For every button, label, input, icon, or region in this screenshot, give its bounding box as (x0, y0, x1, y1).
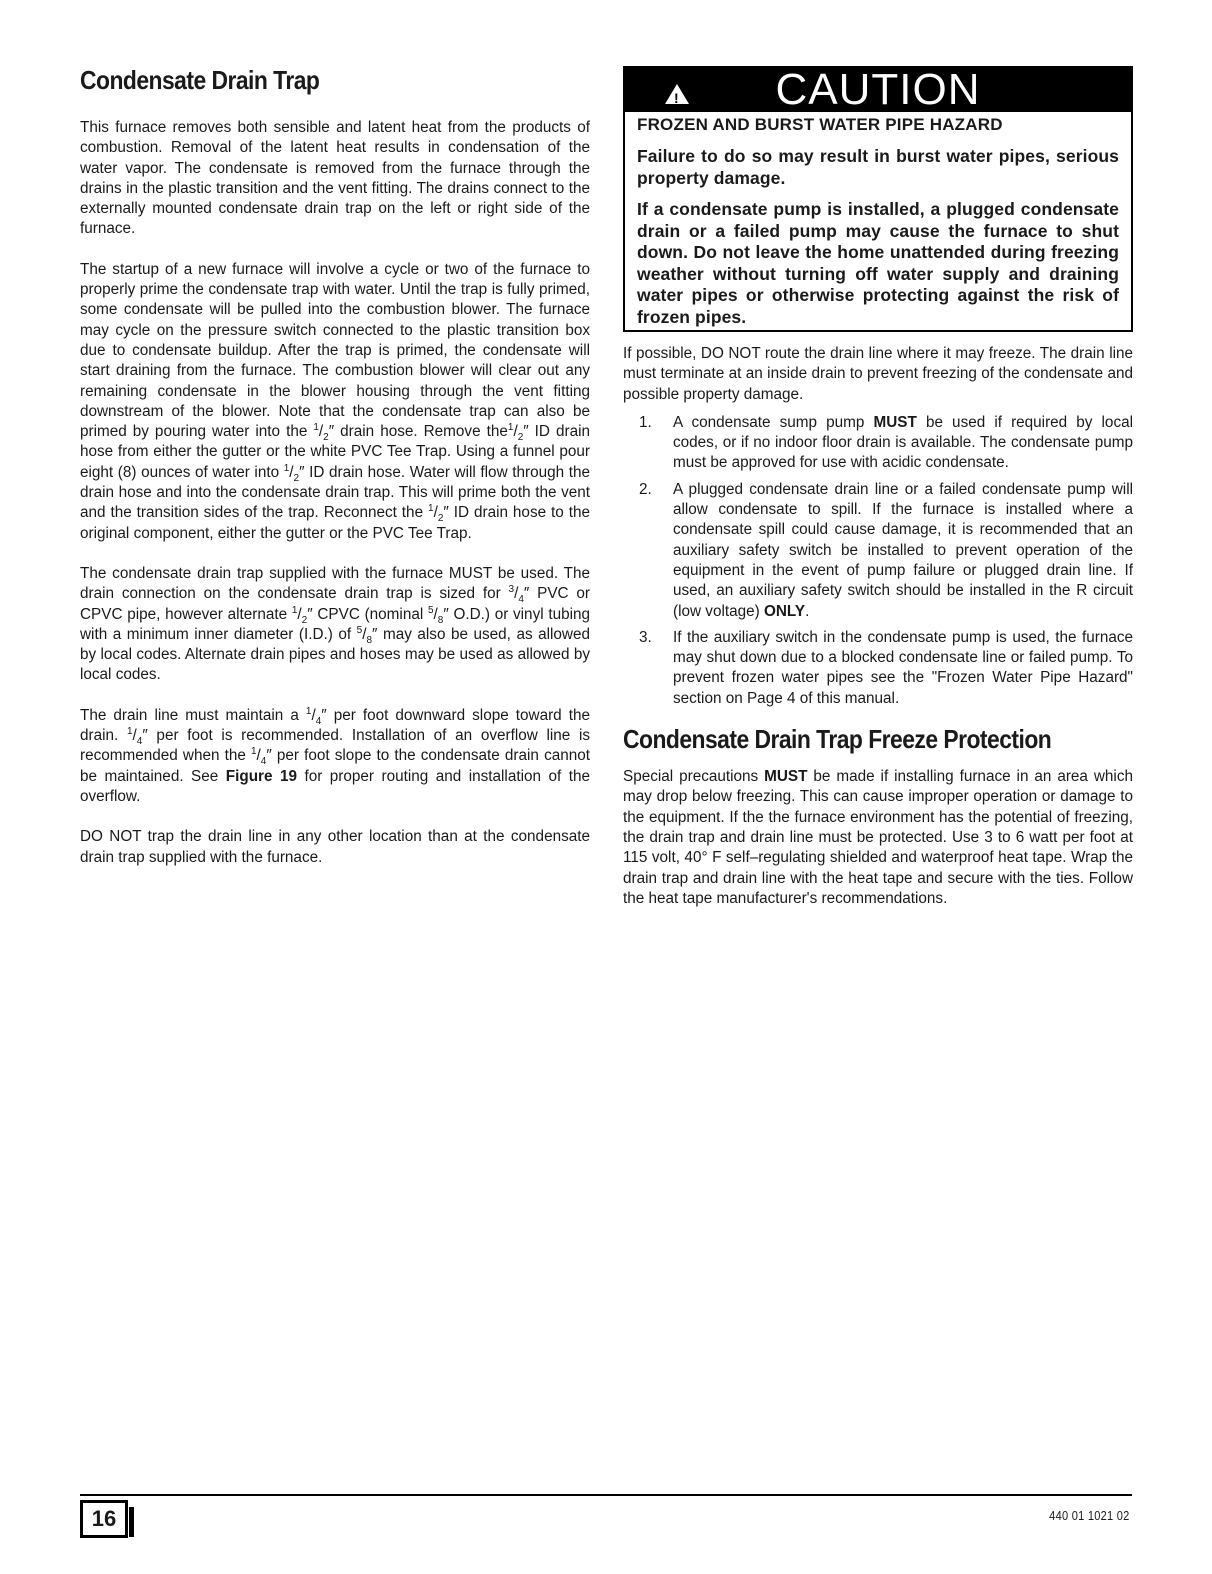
left-column (80, 62, 590, 888)
list-item: 1. A condensate sump pump MUST be used if required by local codes, or if no indoor floor drain is available. The condensate pump must be approved for use with acidic condensate. (639, 413, 1133, 472)
caution-title: CAUTION (775, 65, 981, 114)
paragraph-drain-freeze: If possible, DO NOT route the drain line where it may freeze. The drain line must terminate at an inside drain to prevent freezing of the condensate and possible property damage. (623, 345, 1133, 403)
paragraph-drain-slope: The drain line must maintain a $^1/_4''$ per foot downward slope toward the drain. $^1/_4''$ per foot is recommended. Installation of an overflow line is recommended when the $^1/_4''$ per foot slope to the condensate drain cannot be maintained. See Figure 19 for proper routing and installation of the overflow. (80, 705, 591, 805)
paragraph-latent-heat: This furnace removes both sensible and latent heat from the products of combustion. Removal of the latent heat results in condensation of the water vapor. The condensate is removed from the furnace through the drains in the plastic transition and the vent fitting. The drains connect to the externally mounted condensate drain trap on the left or right side of the furnace. (80, 119, 590, 238)
list-item: 2. A plugged condensate drain line or a failed condensate pump will allow condensate to spill. If the furnace is installed where a condensate spill could cause damage, it is recommended that an auxiliary safety switch be installed to prevent operation of the equipment in the event of pump failure or plugged drain line. If used, an auxiliary safety switch should be installed in the R circuit (low voltage) ONLY. (639, 480, 1133, 620)
paragraph-drain-trap-sizing: The condensate drain trap supplied with the furnace MUST be used. The drain connection on the condensate drain trap is sized for $^3/_4''$ PVC or CPVC pipe, however alternate $^1/_2''$ CPVC (nominal $^5/_8''$ O.D.) or vinyl tubing with a minimum inner diameter (I.D.) of $^5/_8''$ may also be used, as allowed by local codes. Alternate drain pipes and hoses may be used as allowed by local codes. (80, 564, 590, 684)
section-title-freeze-protection: Condensate Drain Trap Freeze Protection (623, 724, 1052, 755)
list-item: 3. If the auxiliary switch in the condensate pump is used, the furnace may shut down due to a blocked condensate line or failed pump. To prevent frozen water pipes see the "Frozen Water Pipe Hazard" section on Page 4 of this manual. (639, 628, 1133, 707)
caution-line-1: Failure to do so may result in burst water pipes, serious property damage. (637, 146, 1119, 188)
caution-header (625, 65, 1131, 114)
section-title-condensate-drain-trap: Condensate Drain Trap (80, 65, 320, 95)
caution-box (623, 66, 1133, 332)
paragraph-startup-priming: The startup of a new furnace will involve a cycle or two of the furnace to properly prime the condensate trap with water. Until the trap is fully primed, some condensate will be pulled into the combustion blower. The furnace may cycle on the pressure switch connected to the plastic transition box due to condensate buildup. After the trap is primed, the condensate will start draining from the furnace. The combustion blower will clear out any remaining condensate in the blower housing through the vent fitting downstream of the blower. Note that the condensate trap can also be primed by pouring water into the $^1/_2''$ drain hose. Remove $the^1/_2''$ ID drain hose from either the gutter or the white PVC Tee Trap. Using a funnel pour eight (8) ounces of water into $^1/_2''$ ID drain hose. Water will flow through the drain hose and into the condensate drain trap. This will prime both the vent and the transition sides of the trap. Reconnect the $^1/_2''$ ID drain hose to the original component, either the gutter or the PVC Tee Trap. (80, 260, 591, 542)
caution-line-2: If a condensate pump is installed, a plugged condensate drain or a failed pump may cause the furnace to shut down. Do not leave the home unattended during freezing weather without turning off water supply and draining water pipes or otherwise protecting against the risk of frozen pipes. (637, 199, 1119, 327)
paragraph-do-not-trap: DO NOT trap the drain line in any other location than at the condensate drain trap supplied with the furnace. (80, 828, 590, 866)
footer-divider (80, 1494, 1132, 1496)
warning-triangle-icon: ! (665, 84, 689, 104)
document-code: 440 01 1021 02 (1049, 1508, 1130, 1523)
figure-19-reference[interactable]: Figure 19 (225, 767, 297, 785)
paragraph-freeze-protection: Special precautions MUST be made if installing furnace in an area which may drop below freezing. This can cause improper operation or damage to the equipment. If the the furnace environment has the potential of freezing, the drain trap and drain line must be protected. Use 3 to 6 watt per foot at 115 volt, 40° F self–regulating shielded and waterproof heat tape. Wrap the drain trap and drain line with the heat tape and secure with the ties. Follow the heat tape manufacturer's recommendations. (623, 768, 1133, 907)
page-number: 16 (80, 1500, 128, 1538)
condensate-pump-list (623, 413, 1133, 709)
caution-body (625, 112, 1131, 330)
caution-hazard: FROZEN AND BURST WATER PIPE HAZARD (637, 115, 1003, 134)
right-column (623, 62, 1133, 929)
